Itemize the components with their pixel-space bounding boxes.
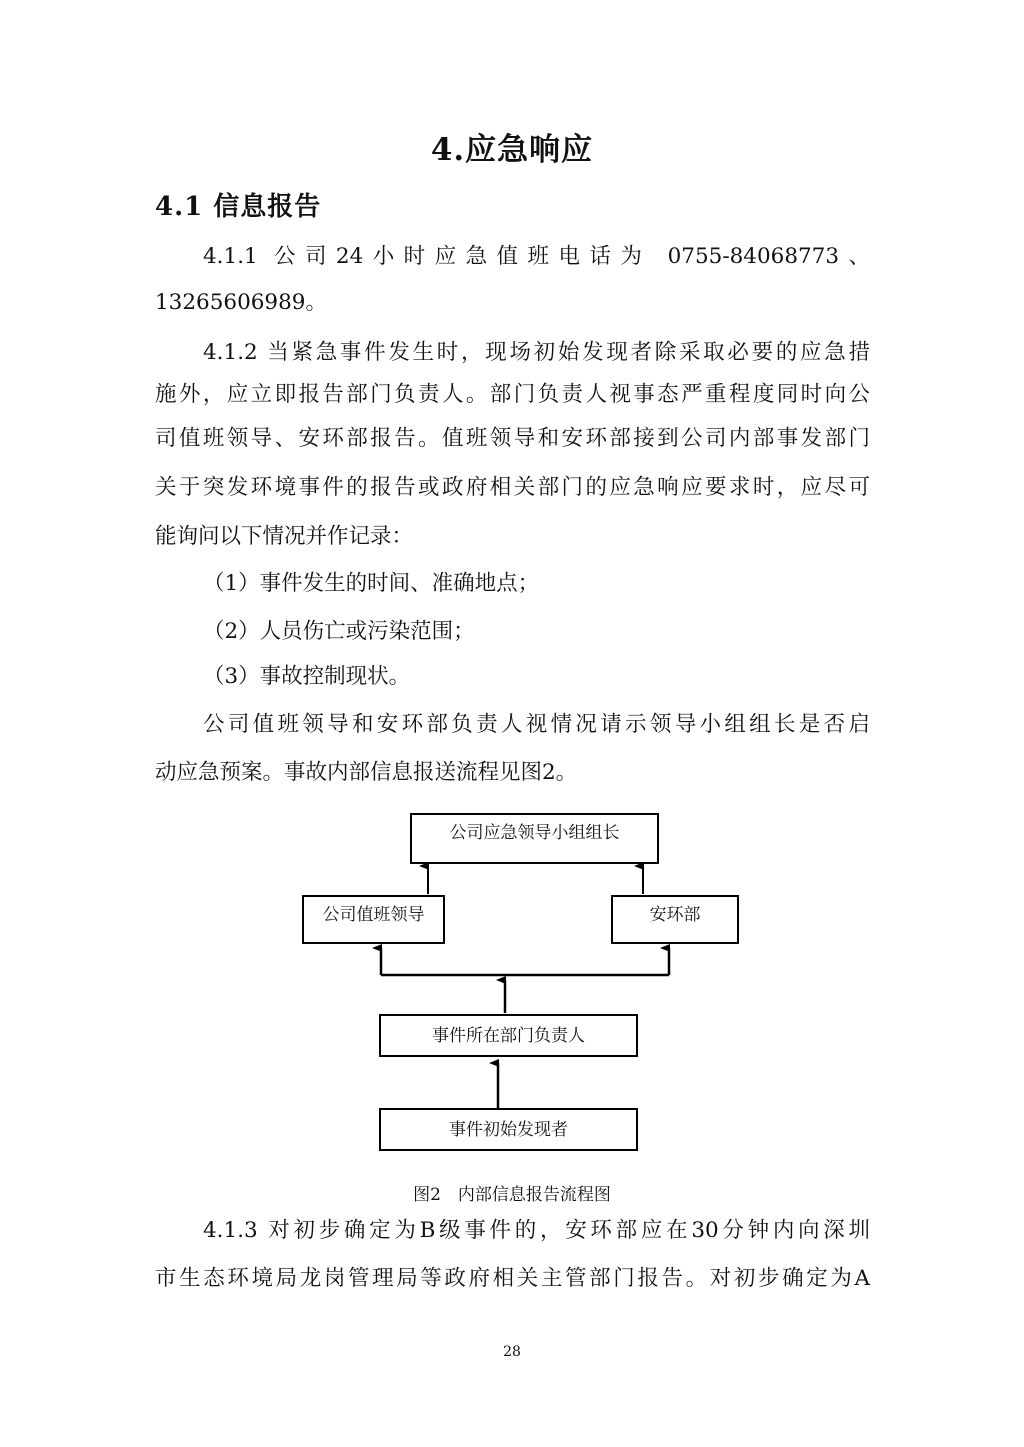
paragraph-line: 4.1.2 当紧急事件发生时，现场初始发现者除采取必要的应急措 <box>203 340 870 365</box>
flow-box-right <box>611 895 739 944</box>
flow-box-bottom-label: 事件初始发现者 <box>449 1119 568 1140</box>
list-item: （2）人员伤亡或污染范围； <box>203 619 475 644</box>
flow-box-middle-label: 事件所在部门负责人 <box>432 1025 585 1046</box>
figure-caption: 图2 内部信息报告流程图 <box>413 1185 611 1205</box>
list-item: （3）事故控制现状。 <box>203 664 411 689</box>
paragraph-line: 关于突发环境事件的报告或政府相关部门的应急响应要求时，应尽可 <box>155 475 870 500</box>
flow-box-top <box>410 813 659 864</box>
page-number: 28 <box>503 1344 521 1360</box>
flow-box-left <box>302 895 445 944</box>
section-heading: 4.1 信息报告 <box>155 192 322 222</box>
flow-box-top-label: 公司应急领导小组组长 <box>449 823 620 843</box>
paragraph-line: 4.1.3 对初步确定为B级事件的，安环部应在30分钟内向深圳 <box>203 1218 870 1243</box>
paragraph-line: 13265606989。 <box>155 290 327 315</box>
paragraph-line: 司值班领导、安环部报告。值班领导和安环部接到公司内部事发部门 <box>155 426 870 451</box>
paragraph-line: 动应急预案。事故内部信息报送流程见图2。 <box>155 760 578 785</box>
paragraph-line: 施外，应立即报告部门负责人。部门负责人视事态严重程度同时向公 <box>155 382 870 407</box>
paragraph-line: 4.1.1 公司24小时应急值班电话为 0755-84068773、 <box>203 244 870 269</box>
flow-box-right-label: 安环部 <box>649 905 701 925</box>
flow-box-bottom <box>379 1108 638 1151</box>
list-item: （1）事件发生的时间、准确地点； <box>203 571 540 596</box>
paragraph-line: 市生态环境局龙岗管理局等政府相关主管部门报告。对初步确定为A <box>155 1266 870 1291</box>
flow-box-left-label: 公司值班领导 <box>322 905 425 925</box>
paragraph-line: 能询问以下情况并作记录： <box>155 524 414 549</box>
flow-box-middle <box>379 1014 638 1057</box>
paragraph-line: 公司值班领导和安环部负责人视情况请示领导小组组长是否启 <box>203 712 870 737</box>
chapter-heading: 4.应急响应 <box>430 132 594 168</box>
